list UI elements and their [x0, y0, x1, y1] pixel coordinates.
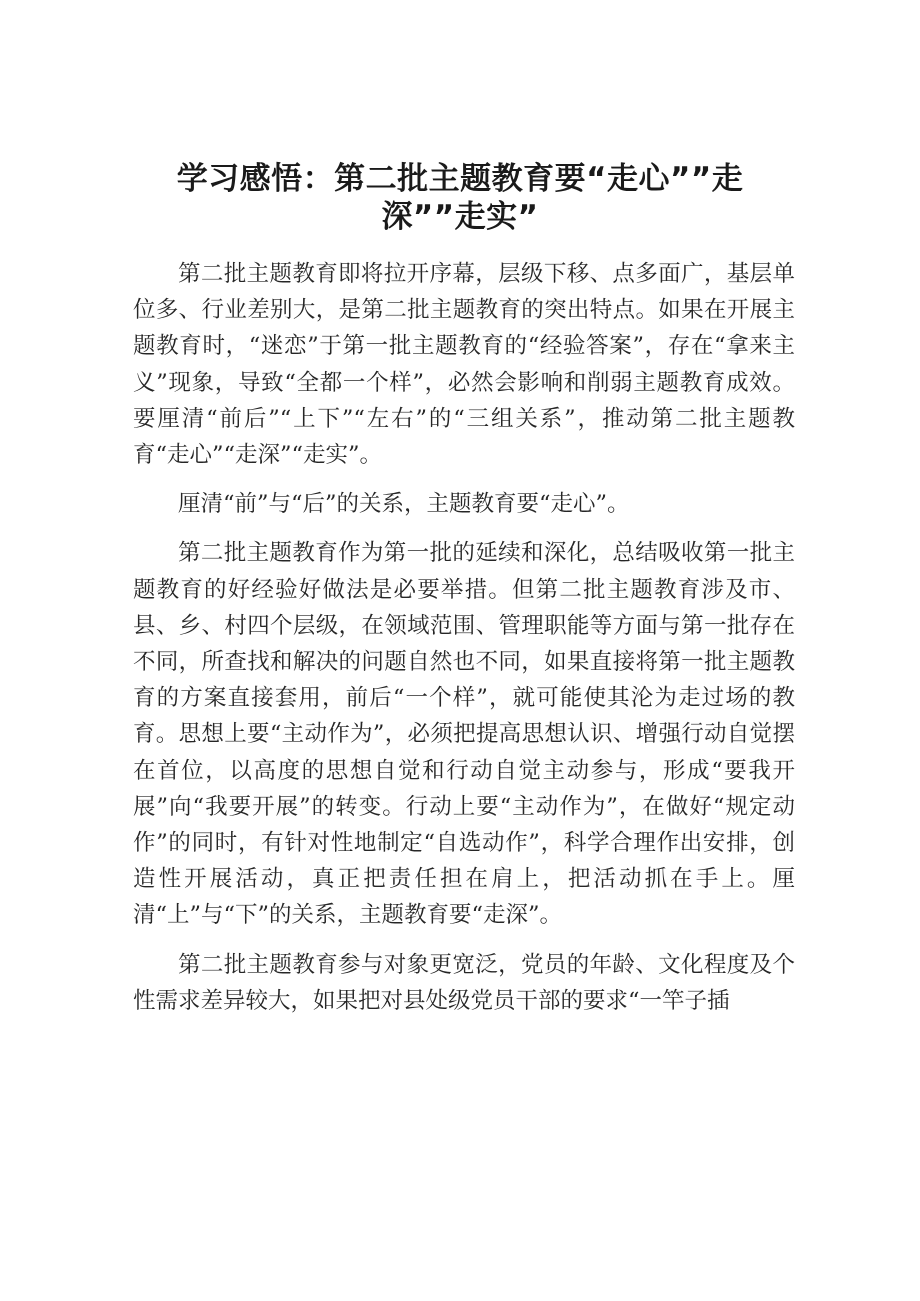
document-title	[120, 160, 800, 236]
paragraph-upper-lower-detail: 第二批主题教育参与对象更宽泛，党员的年龄、文化程度及个性需求差异较大，如果把对县处级党员干部的要求“一竿子插	[133, 951, 795, 1014]
paragraph-before-after-detail: 第二批主题教育作为第一批的延续和深化，总结吸收第一批主题教育的好经验好做法是必要举措。但第二批主题教育涉及市、县、乡、村四个层级，在领域范围、管理职能等方面与第一批存在不同，所查找和解决的问题自然也不同，如果直接将第一批主题教育的方案直接套用，前后“一个样”，就可能使其沦为走过场的教育。思想上要“主动作为”，必须把提高思想认识、增强行动自觉摆在首位，以高度的思想自觉和行动自觉主动参与，形成“要我开展”向“我要开展”的转变。行动上要“主动作为”，在做好“规定动作”的同时，有针对性地制定“自选动作”，科学合理作出安排，创造性开展活动，真正把责任担在肩上，把活动抓在手上。厘清“上”与“下”的关系，主题教育要“走深”。	[133, 540, 795, 929]
document-body	[133, 256, 795, 1019]
paragraph-intro: 第二批主题教育即将拉开序幕，层级下移、点多面广，基层单位多、行业差别大，是第二批主题教育的突出特点。如果在开展主题教育时，“迷恋”于第一批主题教育的“经验答案”，存在“拿来主义”现象，导致“全都一个样”，必然会影响和削弱主题教育成效。要厘清“前后”“上下”“左右”的“三组关系”，推动第二批主题教育“走心”“走深”“走实”。	[133, 261, 795, 469]
paragraph-heading-before-after: 厘清“前”与“后”的关系，主题教育要“走心”。	[178, 491, 630, 518]
title-line-1: 学习感悟：第二批主题教育要“走心””走	[176, 161, 744, 197]
title-line-2: 深””走实”	[381, 199, 539, 235]
